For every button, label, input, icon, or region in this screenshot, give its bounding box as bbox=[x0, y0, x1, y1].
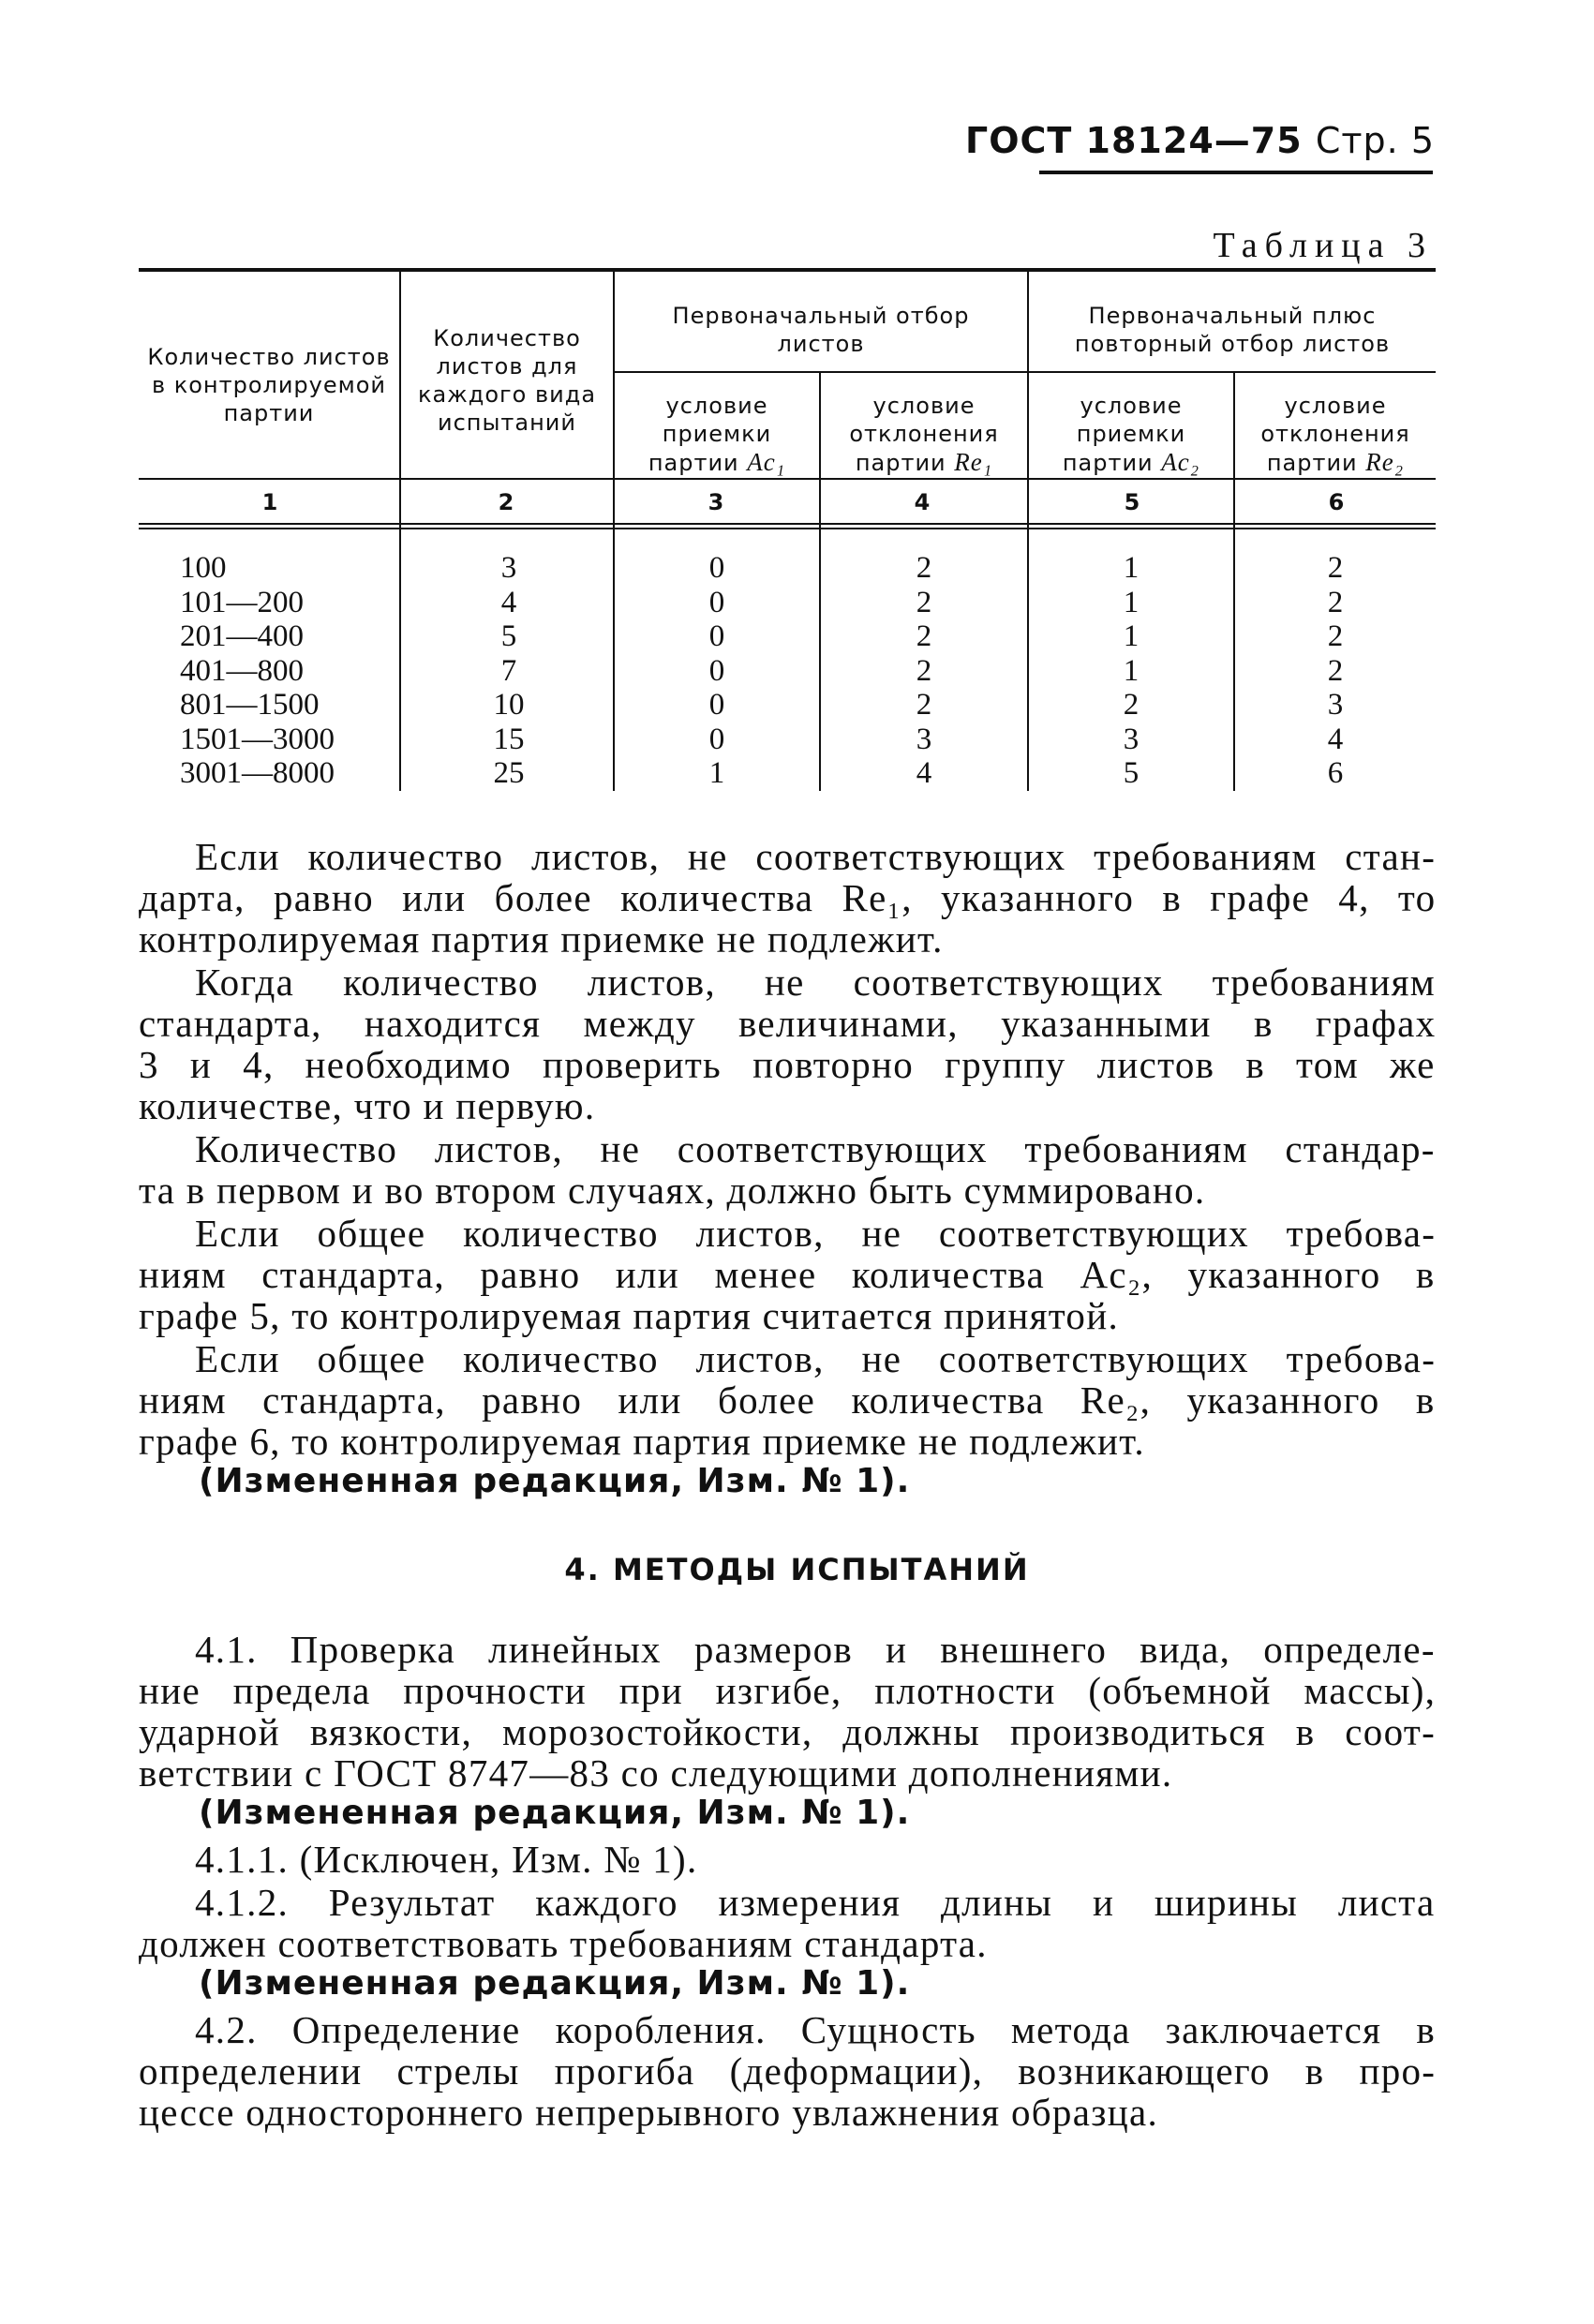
header-col6: условие отклонения партии Re₂ bbox=[1260, 393, 1410, 476]
table-cell: 1 bbox=[1123, 619, 1140, 653]
table-cell: 2 bbox=[916, 688, 932, 722]
column-number: 5 bbox=[1124, 489, 1140, 515]
text-line: Количество листов, не соответствующих требованиям стандар- bbox=[195, 1127, 1436, 1170]
table-cell: 2 bbox=[1327, 619, 1344, 653]
table-cell: 0 bbox=[708, 653, 725, 688]
amendment-note: (Измененная редакция, Изм. № 1). bbox=[199, 1794, 911, 1832]
table-cell: 1 bbox=[708, 756, 725, 790]
table-cell: 1 bbox=[1123, 585, 1140, 619]
text-line: стандарта, находится между величинами, указанными в графах bbox=[139, 1002, 1437, 1045]
table-cell: 3001—8000 bbox=[180, 756, 335, 790]
text-line: 4.1.1. (Исключен, Изм. № 1). bbox=[195, 1838, 698, 1881]
header-group-repeat: Первоначальный плюс повторный отбор листов bbox=[1074, 303, 1391, 357]
column-ac1 bbox=[615, 551, 819, 791]
column-number: 2 bbox=[498, 489, 514, 515]
column-number: 1 bbox=[261, 489, 278, 515]
table-top-rule bbox=[139, 268, 1436, 272]
page-number: Стр. 5 bbox=[1315, 120, 1435, 161]
text-line: количестве, что и первую. bbox=[139, 1084, 596, 1127]
colnum-rule-a bbox=[139, 523, 1436, 525]
text-line: ниям стандарта, равно или менее количества Ac₂, указанного в bbox=[139, 1253, 1436, 1296]
header-col1: Количество листов в контролируемой партии bbox=[147, 344, 391, 426]
column-lot-size bbox=[180, 551, 367, 791]
table-cell: 801—1500 bbox=[180, 688, 320, 722]
section-title: 4. МЕТОДЫ ИСПЫТАНИЙ bbox=[564, 1552, 1030, 1587]
table-cell: 401—800 bbox=[180, 653, 304, 688]
header-col2: Количество листов для каждого вида испытаний bbox=[417, 325, 597, 436]
table-cell: 10 bbox=[493, 688, 525, 722]
amendment-note: (Измененная редакция, Изм. № 1). bbox=[199, 1964, 911, 2003]
text-line: ние предела прочности при изгибе, плотности (объемной массы), bbox=[139, 1669, 1437, 1712]
table-cell: 2 bbox=[916, 619, 932, 653]
text-line: Если общее количество листов, не соответствующих требова- bbox=[195, 1337, 1437, 1380]
header-bottom-rule bbox=[139, 478, 1436, 480]
table-cell: 7 bbox=[500, 653, 517, 688]
text-line: графе 6, то контролируемая партия приемке не подлежит. bbox=[139, 1420, 1145, 1463]
text-line: 4.2. Определение коробления. Сущность метода заключается в bbox=[195, 2008, 1436, 2051]
table-cell: 2 bbox=[1123, 688, 1140, 722]
text-line: 4.1. Проверка линейных размеров и внешнего вида, определе- bbox=[195, 1628, 1436, 1671]
table-cell: 3 bbox=[916, 722, 932, 756]
table-cell: 2 bbox=[1327, 653, 1344, 688]
text-line: 3 и 4, необходимо проверить повторно группу листов в том же bbox=[139, 1043, 1436, 1086]
data-table bbox=[139, 268, 1436, 791]
table-cell: 2 bbox=[916, 585, 932, 619]
text-line: та в первом и во втором случаях, должно быть суммировано. bbox=[139, 1169, 1206, 1212]
table-cell: 3 bbox=[500, 551, 517, 585]
table-cell: 1 bbox=[1123, 551, 1140, 585]
table-cell: 2 bbox=[1327, 551, 1344, 585]
header-group-initial: Первоначальный отбор листов bbox=[672, 303, 970, 357]
text-line: Когда количество листов, не соответствующих требованиям bbox=[195, 961, 1437, 1004]
colnum-rule-b bbox=[139, 528, 1436, 529]
column-re2 bbox=[1235, 551, 1436, 791]
table-cell: 101—200 bbox=[180, 585, 304, 619]
text-line: 4.1.2. Результат каждого измерения длины и ширины листа bbox=[195, 1881, 1436, 1924]
table-cell: 6 bbox=[1327, 756, 1344, 790]
table-caption: Таблица 3 bbox=[1213, 226, 1433, 265]
header-col5: условие приемки партии Ac₂ bbox=[1062, 393, 1200, 476]
text-line: определении стрелы прогиба (деформации), возникающего в про- bbox=[139, 2049, 1437, 2093]
table-cell: 15 bbox=[493, 722, 525, 756]
header-rule bbox=[1039, 171, 1433, 174]
column-ac2 bbox=[1029, 551, 1233, 791]
text-line: цессе одностороннего непрерывного увлажнения образца. bbox=[139, 2091, 1158, 2134]
text-line: ветствии с ГОСТ 8747—83 со следующими дополнениями. bbox=[139, 1751, 1173, 1795]
table-cell: 0 bbox=[708, 551, 725, 585]
text-line: контролируемая партия приемке не подлежит. bbox=[139, 917, 944, 961]
column-number: 4 bbox=[914, 489, 931, 515]
table-cell: 201—400 bbox=[180, 619, 304, 653]
table-cell: 0 bbox=[708, 688, 725, 722]
text-line: должен соответствовать требованиям стандарта. bbox=[139, 1922, 988, 1965]
header-col3: условие приемки партии Ac₁ bbox=[648, 393, 786, 476]
amendment-note: (Измененная редакция, Изм. № 1). bbox=[199, 1462, 911, 1500]
table-cell: 0 bbox=[708, 619, 725, 653]
table-cell: 2 bbox=[1327, 585, 1344, 619]
table-cell: 5 bbox=[500, 619, 517, 653]
text-line: ниям стандарта, равно или более количества Re₂, указанного в bbox=[139, 1378, 1436, 1422]
table-cell: 5 bbox=[1123, 756, 1140, 790]
column-re1 bbox=[821, 551, 1027, 791]
table-cell: 1 bbox=[1123, 653, 1140, 688]
text-line: Если количество листов, не соответствующих требованиям стан- bbox=[195, 835, 1437, 878]
text-line: графе 5, то контролируемая партия считается принятой. bbox=[139, 1294, 1119, 1337]
table-cell: 4 bbox=[500, 585, 517, 619]
column-sample-size bbox=[403, 551, 615, 791]
running-head bbox=[965, 120, 1435, 161]
text-line: ударной вязкости, морозостойкости, должны производиться в соот- bbox=[139, 1710, 1437, 1753]
table-cell: 2 bbox=[916, 653, 932, 688]
table-cell: 0 bbox=[708, 585, 725, 619]
header-col4: условие отклонения партии Re₁ bbox=[849, 393, 999, 476]
table-cell: 3 bbox=[1327, 688, 1344, 722]
table-cell: 3 bbox=[1123, 722, 1140, 756]
table-cell: 1501—3000 bbox=[180, 722, 335, 756]
column-number: 6 bbox=[1328, 489, 1345, 515]
table-cell: 25 bbox=[493, 756, 525, 790]
column-number: 3 bbox=[708, 489, 724, 515]
table-cell: 2 bbox=[916, 551, 932, 585]
table-cell: 100 bbox=[180, 551, 227, 585]
text-line: Если общее количество листов, не соответствующих требова- bbox=[195, 1212, 1437, 1255]
text-line: дарта, равно или более количества Re₁, указанного в графе 4, то bbox=[139, 876, 1437, 919]
table-cell: 4 bbox=[916, 756, 932, 790]
standard-number: ГОСТ 18124—75 bbox=[965, 120, 1303, 161]
table-cell: 0 bbox=[708, 722, 725, 756]
table-cell: 4 bbox=[1327, 722, 1344, 756]
